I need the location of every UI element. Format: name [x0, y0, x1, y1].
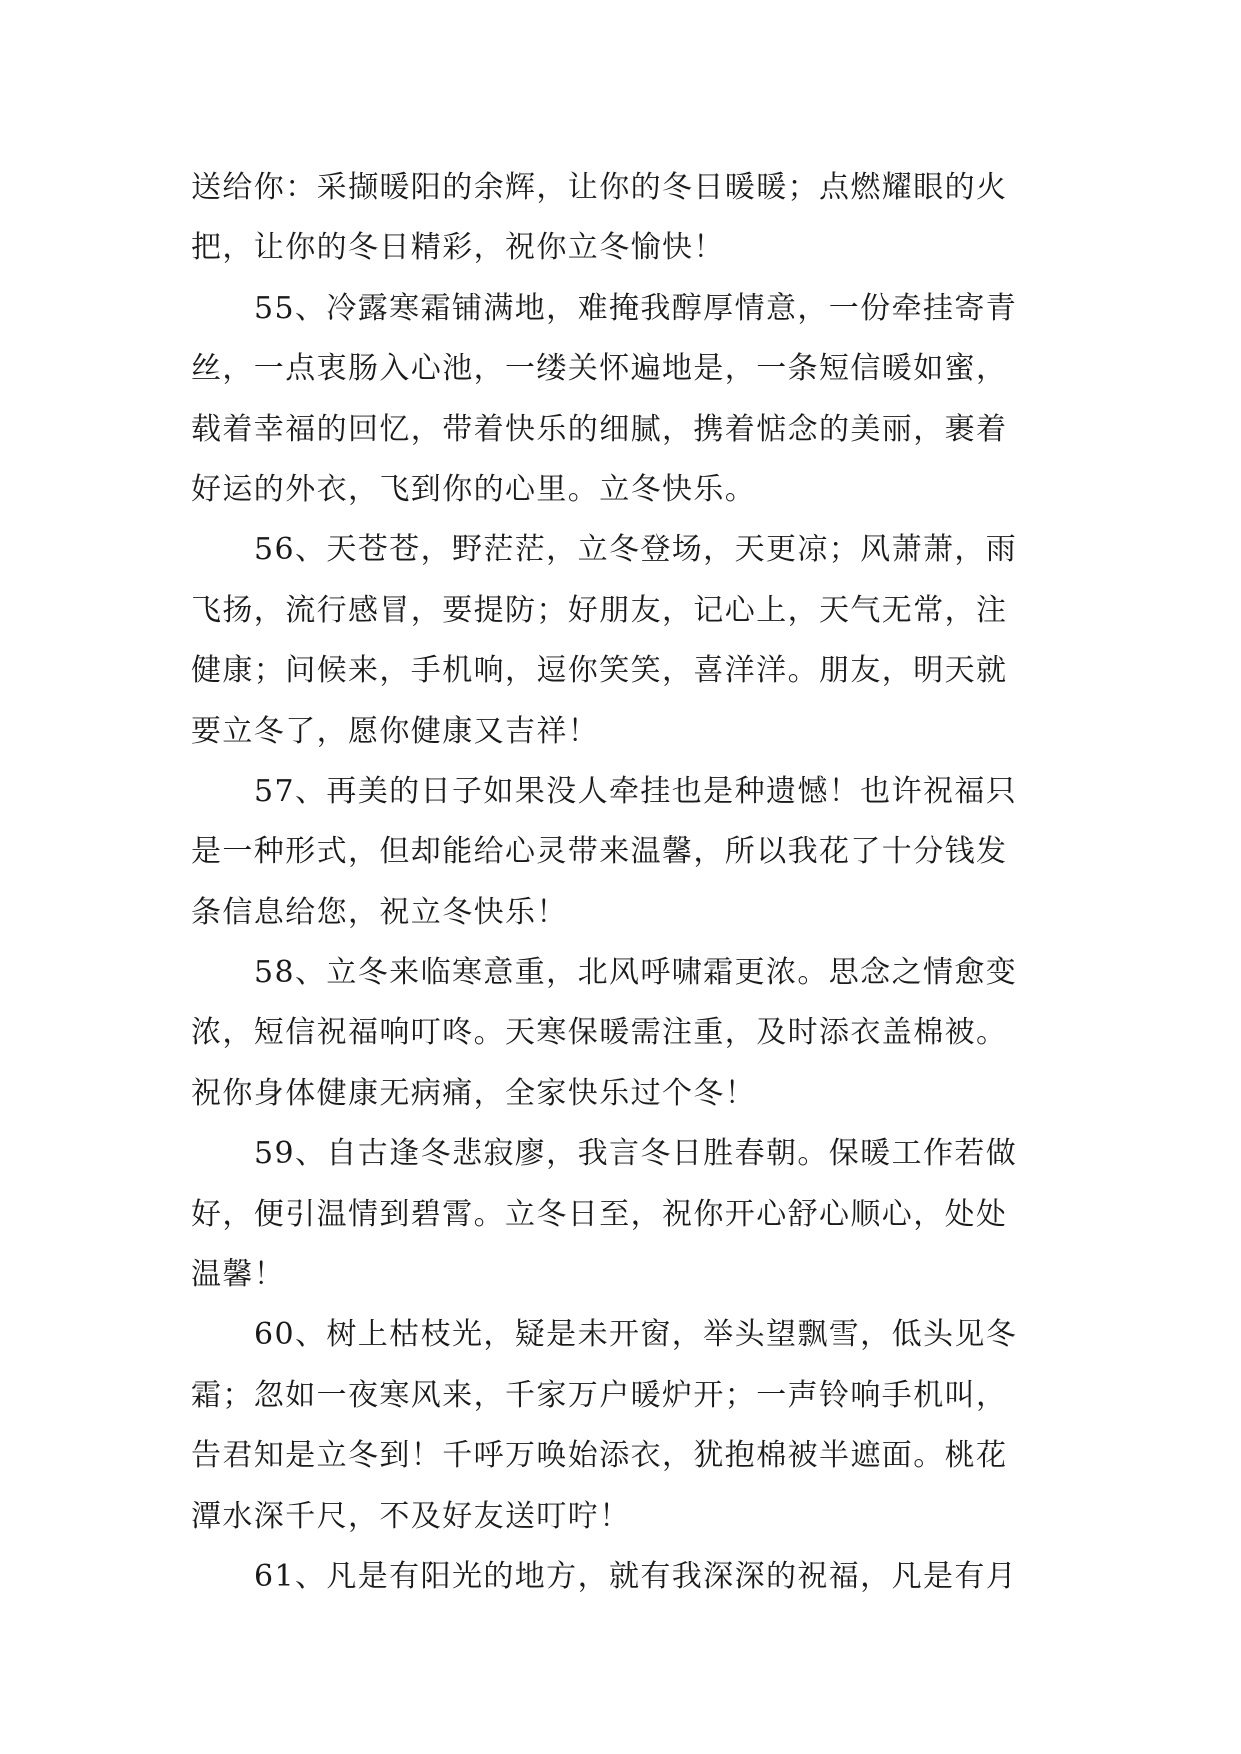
text-line: 载着幸福的回忆，带着快乐的细腻，携着惦念的美丽，裹着 — [191, 411, 1008, 447]
text-line: 告君知是立冬到！千呼万唤始添衣，犹抱棉被半遮面。桃花 — [191, 1438, 1008, 1474]
paragraph-start-60: 60、树上枯枝光，疑是未开窗，举头望飘雪，低头见冬 — [254, 1317, 1018, 1353]
text-line: 要立冬了，愿你健康又吉祥！ — [191, 713, 600, 749]
text-line: 送给你：采撷暖阳的余辉，让你的冬日暖暖；点燃耀眼的火 — [191, 170, 1008, 205]
text-line: 丝，一点衷肠入心池，一缕关怀遍地是，一条短信暖如蜜， — [191, 351, 1008, 387]
text-line: 祝你身体健康无病痛，全家快乐过个冬！ — [191, 1075, 757, 1111]
text-line: 霜；忽如一夜寒风来，千家万户暖炉开；一声铃响手机叫， — [191, 1377, 1008, 1413]
text-line: 浓，短信祝福响叮咚。天寒保暖需注重，及时添衣盖棉被。 — [191, 1015, 1008, 1051]
text-line: 飞扬，流行感冒，要提防；好朋友，记心上，天气无常，注 — [191, 592, 1008, 628]
text-line: 把，让你的冬日精彩，祝你立冬愉快！ — [191, 230, 725, 266]
paragraph-start-58: 58、立冬来临寒意重，北风呼啸霜更浓。思念之情愈变 — [254, 955, 1018, 991]
document-body — [191, 158, 1071, 1607]
text-line: 好运的外衣，飞到你的心里。立冬快乐。 — [191, 471, 757, 507]
paragraph-start-56: 56、天苍苍，野茫茫，立冬登场，天更凉；风萧萧，雨 — [254, 532, 1018, 568]
text-line: 潭水深千尺，不及好友送叮咛！ — [191, 1498, 631, 1534]
paragraph-start-61: 61、凡是有阳光的地方，就有我深深的祝福，凡是有月 — [254, 1558, 1018, 1594]
text-line: 好，便引温情到碧霄。立冬日至，祝你开心舒心顺心，处处 — [191, 1196, 1008, 1232]
text-line: 温馨！ — [191, 1257, 286, 1293]
paragraph-start-59: 59、自古逢冬悲寂廖，我言冬日胜春朝。保暖工作若做 — [254, 1136, 1018, 1172]
text-line: 健康；问候来，手机响，逗你笑笑，喜洋洋。朋友，明天就 — [191, 653, 1008, 689]
paragraph-start-55: 55、冷露寒霜铺满地，难掩我醇厚情意，一份牵挂寄青 — [254, 290, 1018, 326]
text-line: 是一种形式，但却能给心灵带来温馨，所以我花了十分钱发 — [191, 834, 1008, 870]
text-line: 条信息给您，祝立冬快乐！ — [191, 894, 568, 930]
paragraph-start-57: 57、再美的日子如果没人牵挂也是种遗憾！也许祝福只 — [254, 773, 1018, 809]
